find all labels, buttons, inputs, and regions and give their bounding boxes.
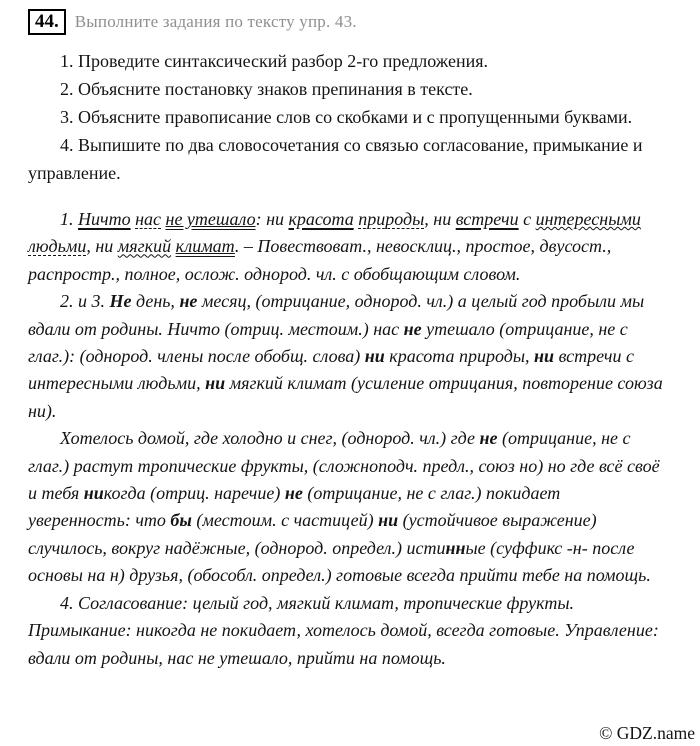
- underlined-word: интересными: [535, 209, 641, 229]
- text-run: 2. и 3.: [60, 291, 110, 312]
- solution-paragraph-1: [28, 206, 666, 288]
- text-run: утешало (отрицание, не с глаг.): (однород. члены после обобщ. слова): [28, 318, 628, 367]
- text-run: (отрицание, не с глаг.) растут тропические фрукты, (сложноподч. предл., союз но) но где всё своё и тебя: [28, 428, 660, 504]
- solution-paragraph-2: [28, 288, 666, 425]
- exercise-number-badge: 44.: [28, 9, 66, 36]
- text-run: (местоим. с частицей): [191, 510, 379, 531]
- solution-text: [28, 206, 666, 672]
- text-run: , ни: [424, 209, 456, 229]
- underlined-word: мягкий: [117, 236, 172, 257]
- underlined-word: климат: [175, 236, 235, 257]
- text-run: ые (суффикс -н- после основы на н) друзья, (обособл. определ.) готовые всегда прийти тебе на помощь.: [28, 537, 651, 586]
- bold-particle: ни: [378, 510, 399, 531]
- text-run: (отрицание, не с глаг.) покидает уверенность: что: [28, 483, 561, 531]
- bold-particle: Не: [109, 291, 132, 312]
- exercise-header: [28, 8, 666, 36]
- underlined-word: красота: [288, 209, 354, 229]
- task-list: [28, 47, 666, 187]
- bold-particle: не: [179, 291, 198, 312]
- text-run: день,: [131, 291, 180, 312]
- text-run: . – Повествоват., невосклиц., простое, двусост., распростр., полное, ослож. однород. чл. с обобщающим словом.: [28, 236, 612, 284]
- bold-particle: ни: [83, 483, 104, 504]
- text-run: мягкий климат (усиление отрицания, повторение союза ни).: [28, 373, 663, 421]
- underlined-word: нас: [135, 209, 162, 229]
- text-run: , ни: [86, 236, 118, 257]
- bold-particle: ни: [205, 373, 226, 394]
- bold-particle: нн: [445, 537, 466, 558]
- text-run: встречи с интересными людьми,: [28, 346, 634, 394]
- text-run: Хотелось домой, где холодно и снег, (однород. чл.) где: [60, 428, 480, 449]
- underlined-word: людьми: [28, 236, 87, 257]
- text-run: месяц, (отрицание, однород. чл.) а целый год пробыли мы вдали от родины. Ничто (отриц. местоим.) нас: [28, 291, 645, 339]
- underlined-word: Ничто: [78, 209, 131, 229]
- underlined-word: встречи: [455, 209, 519, 229]
- text-run: когда (отриц. наречие): [103, 483, 285, 504]
- underlined-word: природы: [358, 209, 425, 229]
- text-run: 1.: [60, 209, 78, 229]
- text-run: красота природы,: [384, 346, 535, 367]
- task-item-3: 3. Объясните правописание слов со скобками и с пропущенными буквами.: [60, 107, 633, 127]
- exercise-title: Выполните задания по тексту упр. 43.: [74, 12, 357, 31]
- text-run: : ни: [255, 209, 289, 229]
- solution-paragraph-3: [28, 425, 666, 589]
- text-run: 4. Согласование: целый год, мягкий климат, тропические фрукты. Примыкание: никогда не покидает, хотелось домой, всегда готовые. Управление: вдали от родины, нас не утешало, прийти на помощь.: [28, 592, 659, 668]
- watermark-label: © GDZ.name: [599, 723, 695, 743]
- bold-particle: не: [284, 483, 303, 504]
- bold-particle: ни: [534, 346, 555, 367]
- text-run: (устойчивое выражение) случилось, вокруг надёжные, (однород. определ.) исти: [28, 510, 597, 558]
- bold-particle: не: [479, 428, 498, 449]
- underlined-word: не утешало: [165, 209, 256, 229]
- bold-particle: ни: [364, 346, 385, 367]
- task-item-2: 2. Объясните постановку знаков препинания в тексте.: [60, 79, 473, 99]
- task-item-1: 1. Проведите синтаксический разбор 2-го предложения.: [60, 51, 489, 71]
- bold-particle: бы: [170, 510, 192, 531]
- solution-paragraph-4: [28, 590, 666, 672]
- watermark: [599, 723, 695, 744]
- text-run: с: [518, 209, 536, 229]
- bold-particle: не: [403, 318, 422, 339]
- task-item-4: 4. Выпишите по два словосочетания со связью согласование, примыкание и управление.: [28, 135, 643, 183]
